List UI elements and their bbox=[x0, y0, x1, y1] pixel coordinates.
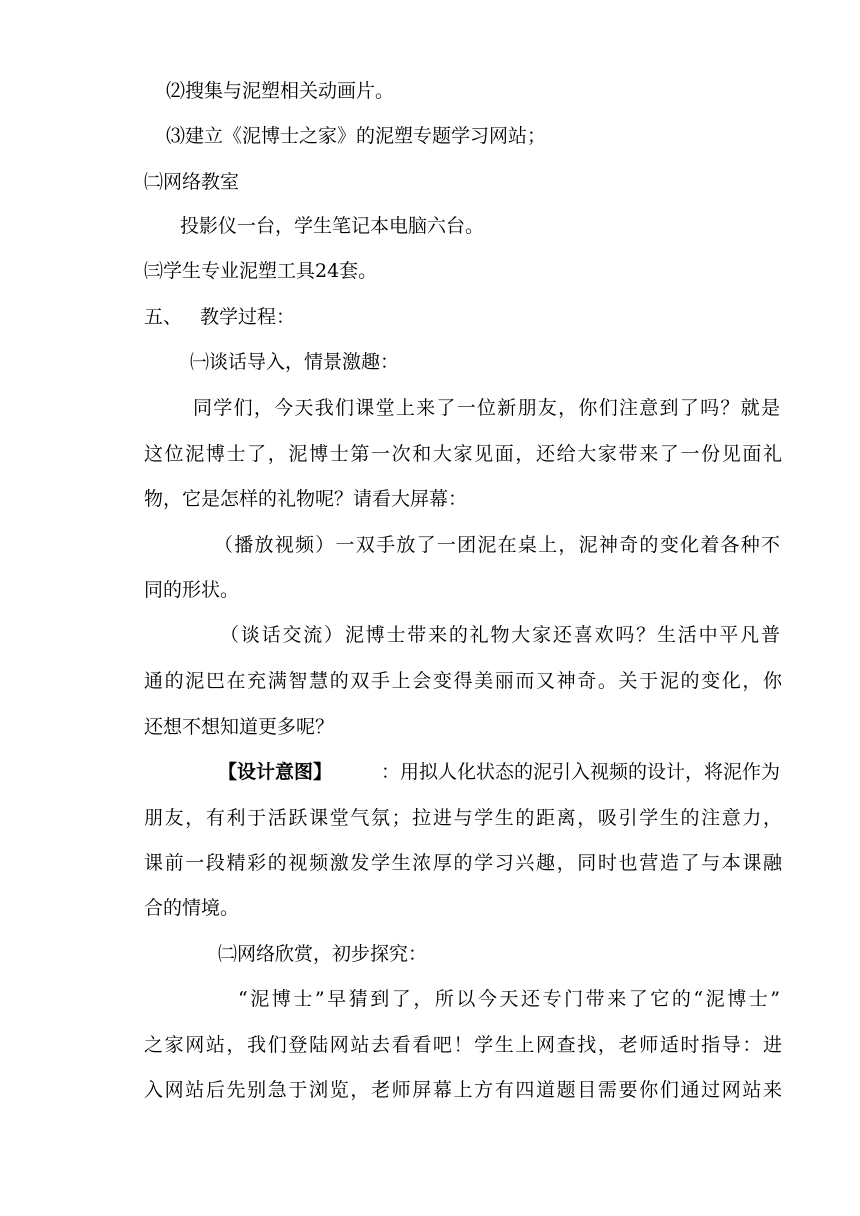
paragraph-line: 通的泥巴在充满智慧的双手上会变得美丽而又神奇。关于泥的变化，你 bbox=[144, 670, 782, 692]
paragraph-line: （谈话交流）泥博士带来的礼物大家还喜欢吗？生活中平凡普 bbox=[220, 624, 780, 646]
paragraph-line: 入网站后先别急于浏览，老师屏幕上方有四道题目需要你们通过网站来 bbox=[144, 1079, 782, 1101]
paragraph-line bbox=[218, 763, 780, 782]
chapter-number: 五、 bbox=[144, 306, 183, 328]
paragraph-line: 这位泥博士了，泥博士第一次和大家见面，还给大家带来了一份见面礼 bbox=[144, 443, 782, 465]
paragraph-line: 同学们，今天我们课堂上来了一位新朋友，你们注意到了吗？就是 bbox=[193, 397, 780, 419]
paragraph-line: 之家网站，我们登陆网站去看看吧！学生上网查找，老师适时指导：进 bbox=[144, 1034, 782, 1056]
section-heading: ㈠谈话导入，情景激趣： bbox=[190, 351, 400, 373]
list-item: ⑵搜集与泥塑相关动画片。 bbox=[166, 80, 395, 102]
design-intent-text: ：用拟人化状态的泥引入视频的设计，将泥作为 bbox=[380, 761, 780, 783]
paragraph-line: 朋友，有利于活跃课堂气氛；拉进与学生的距离，吸引学生的注意力， bbox=[144, 807, 782, 829]
section-heading: ㈢学生专业泥塑工具24套。 bbox=[144, 260, 378, 282]
paragraph-line: 投影仪一台，学生笔记本电脑六台。 bbox=[180, 215, 485, 237]
paragraph-line: 合的情境。 bbox=[144, 897, 240, 919]
design-intent-label: 【设计意图】 bbox=[218, 761, 333, 783]
paragraph-line: 同的形状。 bbox=[144, 579, 240, 601]
paragraph-line: （播放视频）一双手放了一团泥在桌上，泥神奇的变化着各种不 bbox=[214, 534, 780, 556]
paragraph-line: 还想不想知道更多呢？ bbox=[144, 716, 335, 738]
paragraph-line: 物，它是怎样的礼物呢？请看大屏幕： bbox=[144, 488, 468, 510]
chapter-title: 教学过程： bbox=[200, 306, 296, 328]
paragraph-line: 课前一段精彩的视频激发学生浓厚的学习兴趣，同时也营造了与本课融 bbox=[144, 852, 782, 874]
section-heading: ㈡网络欣赏，初步探究： bbox=[218, 943, 428, 965]
chapter-heading bbox=[144, 308, 295, 327]
list-item: ⑶建立《泥博士之家》的泥塑专题学习网站； bbox=[166, 125, 547, 147]
paragraph-line: “泥博士”早猜到了，所以今天还专门带来了它的“泥博士” bbox=[238, 988, 780, 1010]
section-heading: ㈡网络教室 bbox=[144, 171, 240, 193]
